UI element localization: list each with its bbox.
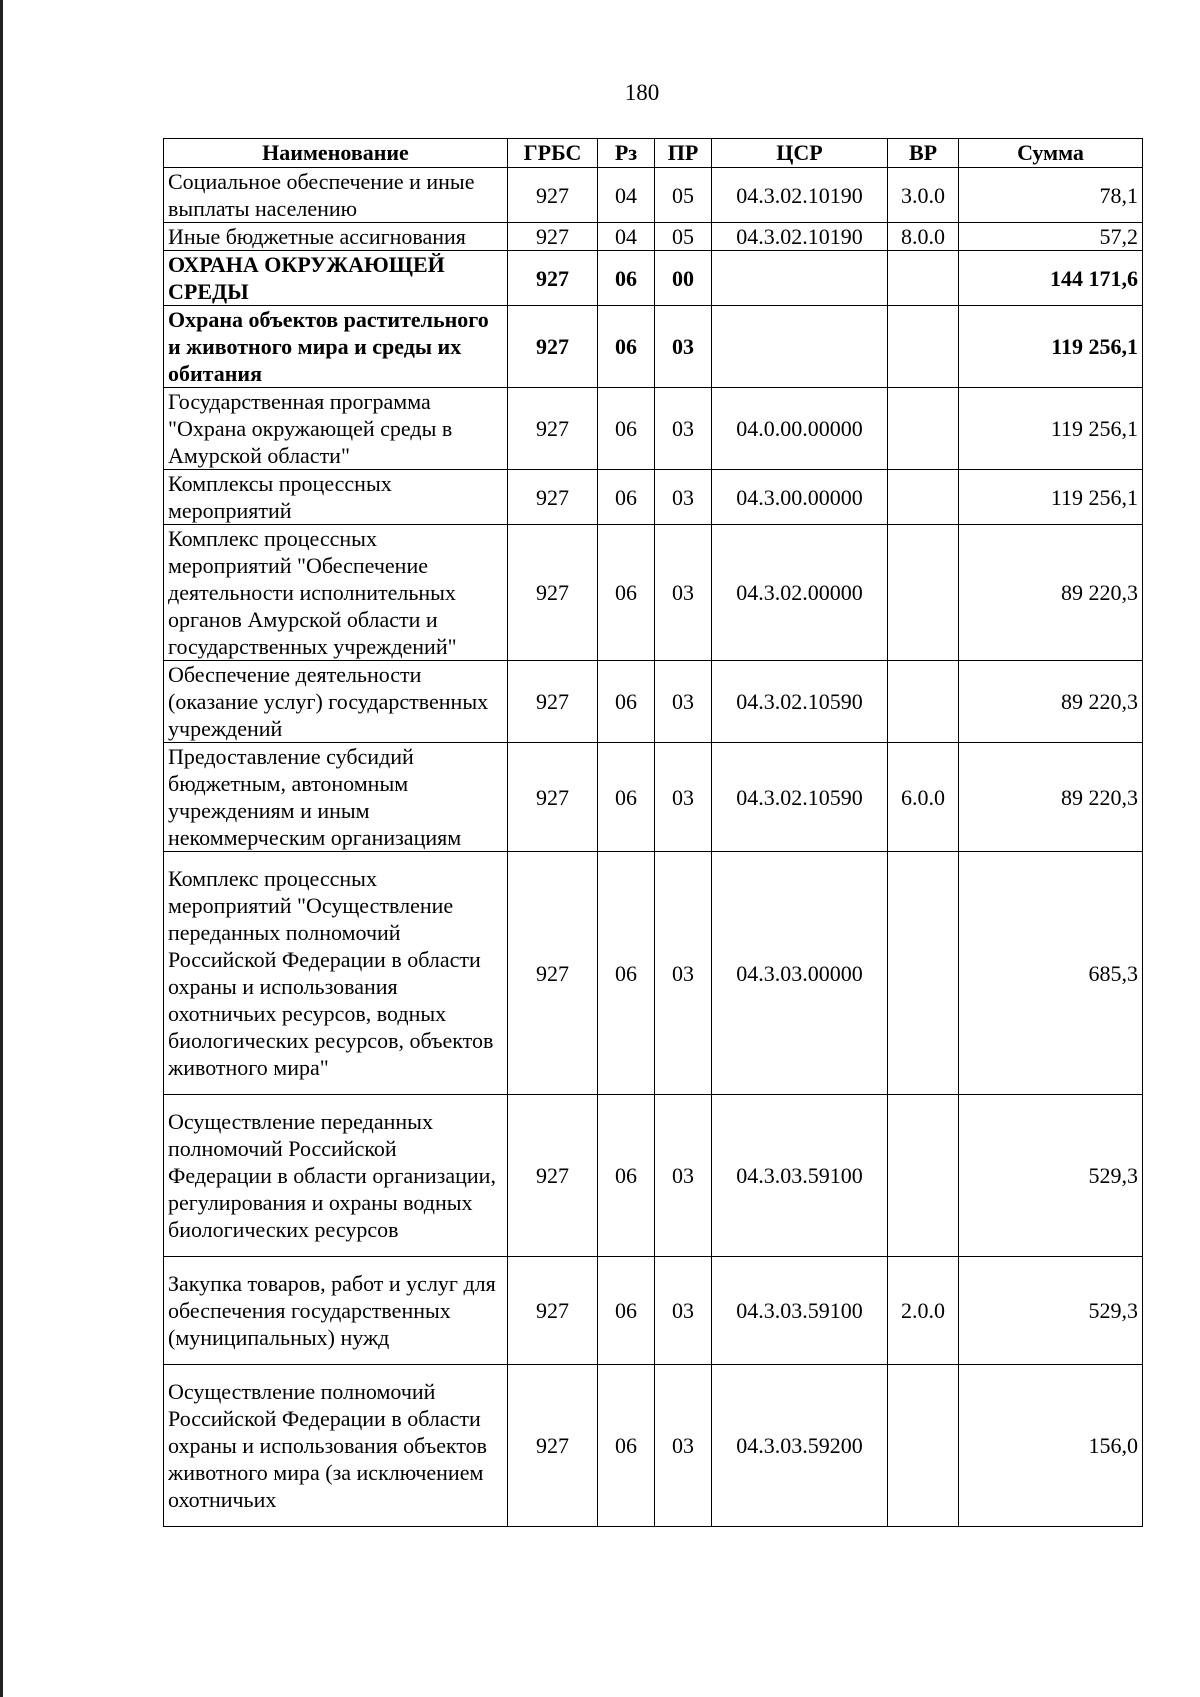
- cell-vr: [888, 1095, 959, 1257]
- cell-rz: 06: [598, 852, 655, 1095]
- page-number: 180: [624, 80, 660, 105]
- cell-csr: 04.3.02.10590: [712, 661, 888, 743]
- cell-rz: 06: [598, 661, 655, 743]
- cell-sum: 89 220,3: [959, 525, 1143, 661]
- cell-grbs: 927: [508, 388, 598, 470]
- cell-rz: 06: [598, 306, 655, 388]
- cell-grbs: 927: [508, 1365, 598, 1527]
- header-pr: ПР: [655, 139, 712, 168]
- cell-csr: 04.3.02.10590: [712, 743, 888, 852]
- cell-sum: 144 171,6: [959, 251, 1143, 306]
- cell-rz: 06: [598, 1257, 655, 1365]
- cell-grbs: 927: [508, 852, 598, 1095]
- cell-pr: 05: [655, 168, 712, 223]
- cell-sum: 119 256,1: [959, 306, 1143, 388]
- cell-pr: 03: [655, 525, 712, 661]
- cell-name: Государственная программа "Охрана окружающей среды в Амурской области": [164, 388, 508, 470]
- cell-csr: 04.3.03.59100: [712, 1257, 888, 1365]
- cell-grbs: 927: [508, 306, 598, 388]
- cell-vr: 8.0.0: [888, 223, 959, 251]
- cell-sum: 78,1: [959, 168, 1143, 223]
- cell-sum: 529,3: [959, 1095, 1143, 1257]
- cell-pr: 00: [655, 251, 712, 306]
- scan-edge: [0, 0, 3, 1697]
- table-row: [164, 223, 1143, 251]
- table-body: [164, 168, 1143, 1527]
- table-row: [164, 852, 1143, 1095]
- cell-grbs: 927: [508, 525, 598, 661]
- table-row: [164, 525, 1143, 661]
- cell-grbs: 927: [508, 168, 598, 223]
- cell-csr: [712, 306, 888, 388]
- cell-name: Закупка товаров, работ и услуг для обеспечения государственных (муниципальных) нужд: [164, 1257, 508, 1365]
- cell-pr: 03: [655, 1365, 712, 1527]
- cell-vr: [888, 852, 959, 1095]
- cell-name: ОХРАНА ОКРУЖАЮЩЕЙ СРЕДЫ: [164, 251, 508, 306]
- header-grbs: ГРБС: [508, 139, 598, 168]
- cell-name: Осуществление полномочий Российской Федерации в области охраны и использования объектов животного мира (за исключением охотничьих: [164, 1365, 508, 1527]
- cell-rz: 04: [598, 168, 655, 223]
- cell-pr: 03: [655, 306, 712, 388]
- cell-pr: 05: [655, 223, 712, 251]
- cell-name: Комплекс процессных мероприятий "Осуществление переданных полномочий Российской Федерации в области охраны и использования охотничьих ресурсов, водных биологических ресурсов, объектов животного мира": [164, 852, 508, 1095]
- cell-vr: 3.0.0: [888, 168, 959, 223]
- cell-name: Охрана объектов растительного и животного мира и среды их обитания: [164, 306, 508, 388]
- table-row: [164, 470, 1143, 525]
- cell-name: Предоставление субсидий бюджетным, автономным учреждениям и иным некоммерческим организациям: [164, 743, 508, 852]
- cell-csr: 04.3.00.00000: [712, 470, 888, 525]
- cell-grbs: 927: [508, 661, 598, 743]
- table-row: [164, 743, 1143, 852]
- header-rz: Рз: [598, 139, 655, 168]
- cell-grbs: 927: [508, 1257, 598, 1365]
- cell-sum: 89 220,3: [959, 743, 1143, 852]
- cell-vr: [888, 1365, 959, 1527]
- cell-rz: 04: [598, 223, 655, 251]
- cell-vr: [888, 388, 959, 470]
- cell-csr: [712, 251, 888, 306]
- cell-sum: 685,3: [959, 852, 1143, 1095]
- table-row: [164, 306, 1143, 388]
- cell-rz: 06: [598, 470, 655, 525]
- cell-sum: 529,3: [959, 1257, 1143, 1365]
- table-header-row: [164, 139, 1143, 168]
- cell-grbs: 927: [508, 470, 598, 525]
- cell-sum: 119 256,1: [959, 470, 1143, 525]
- cell-pr: 03: [655, 852, 712, 1095]
- cell-pr: 03: [655, 661, 712, 743]
- header-sum: Сумма: [959, 139, 1143, 168]
- table-row: [164, 388, 1143, 470]
- cell-vr: 6.0.0: [888, 743, 959, 852]
- budget-table: [163, 138, 1143, 1527]
- cell-csr: 04.3.03.59200: [712, 1365, 888, 1527]
- cell-sum: 119 256,1: [959, 388, 1143, 470]
- cell-csr: 04.3.02.00000: [712, 525, 888, 661]
- header-csr: ЦСР: [712, 139, 888, 168]
- cell-name: Обеспечение деятельности (оказание услуг) государственных учреждений: [164, 661, 508, 743]
- cell-pr: 03: [655, 743, 712, 852]
- cell-vr: [888, 525, 959, 661]
- header-vr: ВР: [888, 139, 959, 168]
- cell-vr: [888, 306, 959, 388]
- cell-pr: 03: [655, 470, 712, 525]
- cell-grbs: 927: [508, 743, 598, 852]
- cell-csr: 04.3.02.10190: [712, 223, 888, 251]
- cell-name: Социальное обеспечение и иные выплаты населению: [164, 168, 508, 223]
- cell-name: Осуществление переданных полномочий Российской Федерации в области организации, регулирования и охраны водных биологических ресурсов: [164, 1095, 508, 1257]
- cell-csr: 04.3.03.00000: [712, 852, 888, 1095]
- table-row: [164, 251, 1143, 306]
- cell-grbs: 927: [508, 251, 598, 306]
- cell-vr: [888, 470, 959, 525]
- table-row: [164, 661, 1143, 743]
- cell-pr: 03: [655, 388, 712, 470]
- cell-vr: [888, 661, 959, 743]
- table-row: [164, 168, 1143, 223]
- cell-rz: 06: [598, 743, 655, 852]
- cell-grbs: 927: [508, 1095, 598, 1257]
- table-row: [164, 1365, 1143, 1527]
- cell-csr: 04.0.00.00000: [712, 388, 888, 470]
- cell-pr: 03: [655, 1095, 712, 1257]
- cell-name: Комплекс процессных мероприятий "Обеспечение деятельности исполнительных органов Амурской области и государственных учреждений": [164, 525, 508, 661]
- cell-sum: 156,0: [959, 1365, 1143, 1527]
- cell-rz: 06: [598, 1095, 655, 1257]
- cell-rz: 06: [598, 1365, 655, 1527]
- cell-rz: 06: [598, 388, 655, 470]
- cell-grbs: 927: [508, 223, 598, 251]
- cell-csr: 04.3.02.10190: [712, 168, 888, 223]
- cell-name: Иные бюджетные ассигнования: [164, 223, 508, 251]
- cell-vr: [888, 251, 959, 306]
- cell-rz: 06: [598, 525, 655, 661]
- table-row: [164, 1095, 1143, 1257]
- cell-csr: 04.3.03.59100: [712, 1095, 888, 1257]
- cell-sum: 89 220,3: [959, 661, 1143, 743]
- cell-pr: 03: [655, 1257, 712, 1365]
- table-row: [164, 1257, 1143, 1365]
- cell-vr: 2.0.0: [888, 1257, 959, 1365]
- cell-rz: 06: [598, 251, 655, 306]
- cell-name: Комплексы процессных мероприятий: [164, 470, 508, 525]
- cell-sum: 57,2: [959, 223, 1143, 251]
- header-name: Наименование: [164, 139, 508, 168]
